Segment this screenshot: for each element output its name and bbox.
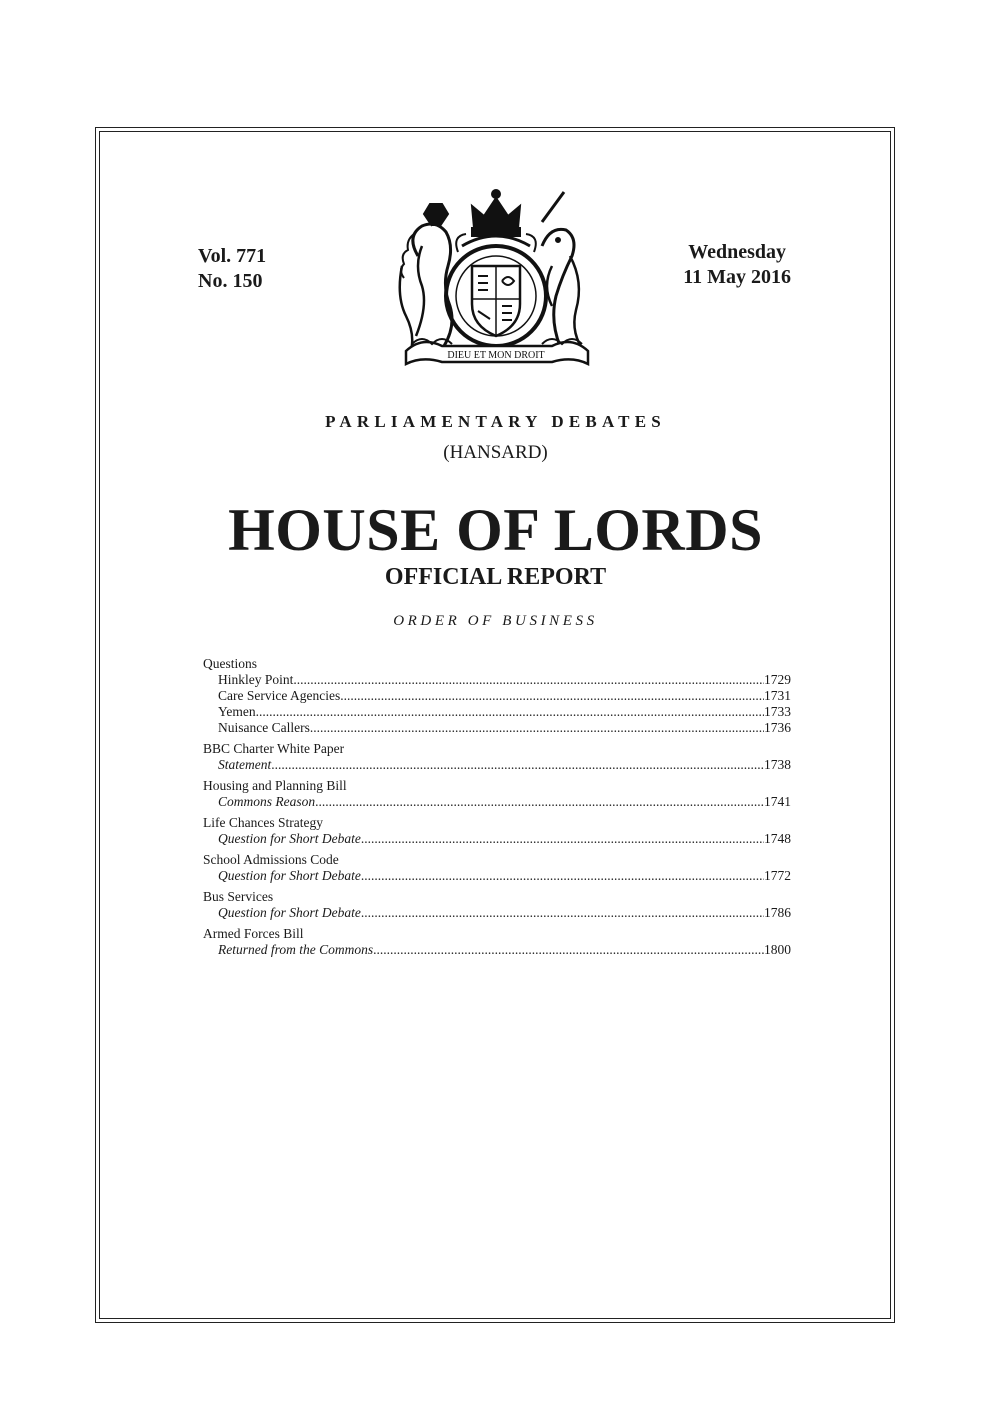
issue-date [683,240,791,290]
contents-item [203,794,791,810]
issue-number: No. 150 [198,270,263,292]
contents-section [203,926,791,958]
royal-coat-of-arms-icon [392,186,600,376]
volume-info [198,244,266,294]
official-report-heading: OFFICIAL REPORT [384,564,607,590]
contents-item-page: 1729 [764,672,791,687]
contents-item [203,905,791,921]
contents-item-label: Question for Short Debate [218,868,361,883]
contents-item-page: 1786 [764,905,791,920]
contents-section-title: Housing and Planning Bill [203,778,347,793]
contents-item [203,868,791,884]
contents-section [203,852,791,884]
contents-item-label: Question for Short Debate [218,831,361,846]
contents-item-page: 1731 [764,688,791,703]
dot-leader [361,905,764,921]
dot-leader [310,720,764,736]
dot-leader [373,942,764,958]
contents-section-title: Life Chances Strategy [203,815,323,830]
dot-leader [293,672,764,688]
contents-item-label: Question for Short Debate [218,905,361,920]
contents-item [203,942,791,958]
contents-item-page: 1748 [764,831,791,846]
contents-item-page: 1738 [764,757,791,772]
parliamentary-debates-heading: PARLIAMENTARY DEBATES [325,412,666,431]
contents-item-label: Hinkley Point [218,672,294,687]
contents-item [203,720,791,736]
contents-item-page: 1733 [764,704,791,719]
order-of-business-list [203,656,791,963]
order-of-business-heading: ORDER OF BUSINESS [393,613,598,629]
dot-leader [340,688,764,704]
contents-section-title: Questions [203,656,257,671]
contents-section [203,741,791,773]
contents-item [203,757,791,773]
contents-item [203,688,791,704]
hansard-subtitle: (HANSARD) [443,442,548,463]
contents-item [203,831,791,847]
contents-item-label: Returned from the Commons [218,942,374,957]
contents-item-label: Yemen [218,704,256,719]
dot-leader [361,868,764,884]
contents-section-title: School Admissions Code [203,852,339,867]
house-of-lords-title: HOUSE OF LORDS [228,497,763,563]
contents-section-title: Armed Forces Bill [203,926,304,941]
contents-item-page: 1772 [764,868,791,883]
dot-leader [271,757,764,773]
dot-leader [315,794,764,810]
contents-item [203,704,791,720]
contents-item-label: Care Service Agencies [218,688,341,703]
dot-leader [361,831,764,847]
contents-item-page: 1736 [764,720,791,735]
volume-number: Vol. 771 [198,245,267,267]
contents-item-label: Commons Reason [218,794,316,809]
contents-section-title: Bus Services [203,889,274,904]
contents-section [203,815,791,847]
contents-item-label: Nuisance Callers [218,720,310,735]
contents-item-page: 1741 [764,794,791,809]
weekday: Wednesday [688,241,787,263]
contents-section-title: BBC Charter White Paper [203,741,345,756]
contents-item-page: 1800 [764,942,791,957]
contents-section [203,656,791,736]
dot-leader [256,704,764,720]
contents-item [203,672,791,688]
motto-scroll-text: DIEU ET MON DROIT [447,350,545,361]
contents-section [203,778,791,810]
date: 11 May 2016 [683,266,791,288]
contents-item-label: Statement [218,757,272,772]
contents-section [203,889,791,921]
